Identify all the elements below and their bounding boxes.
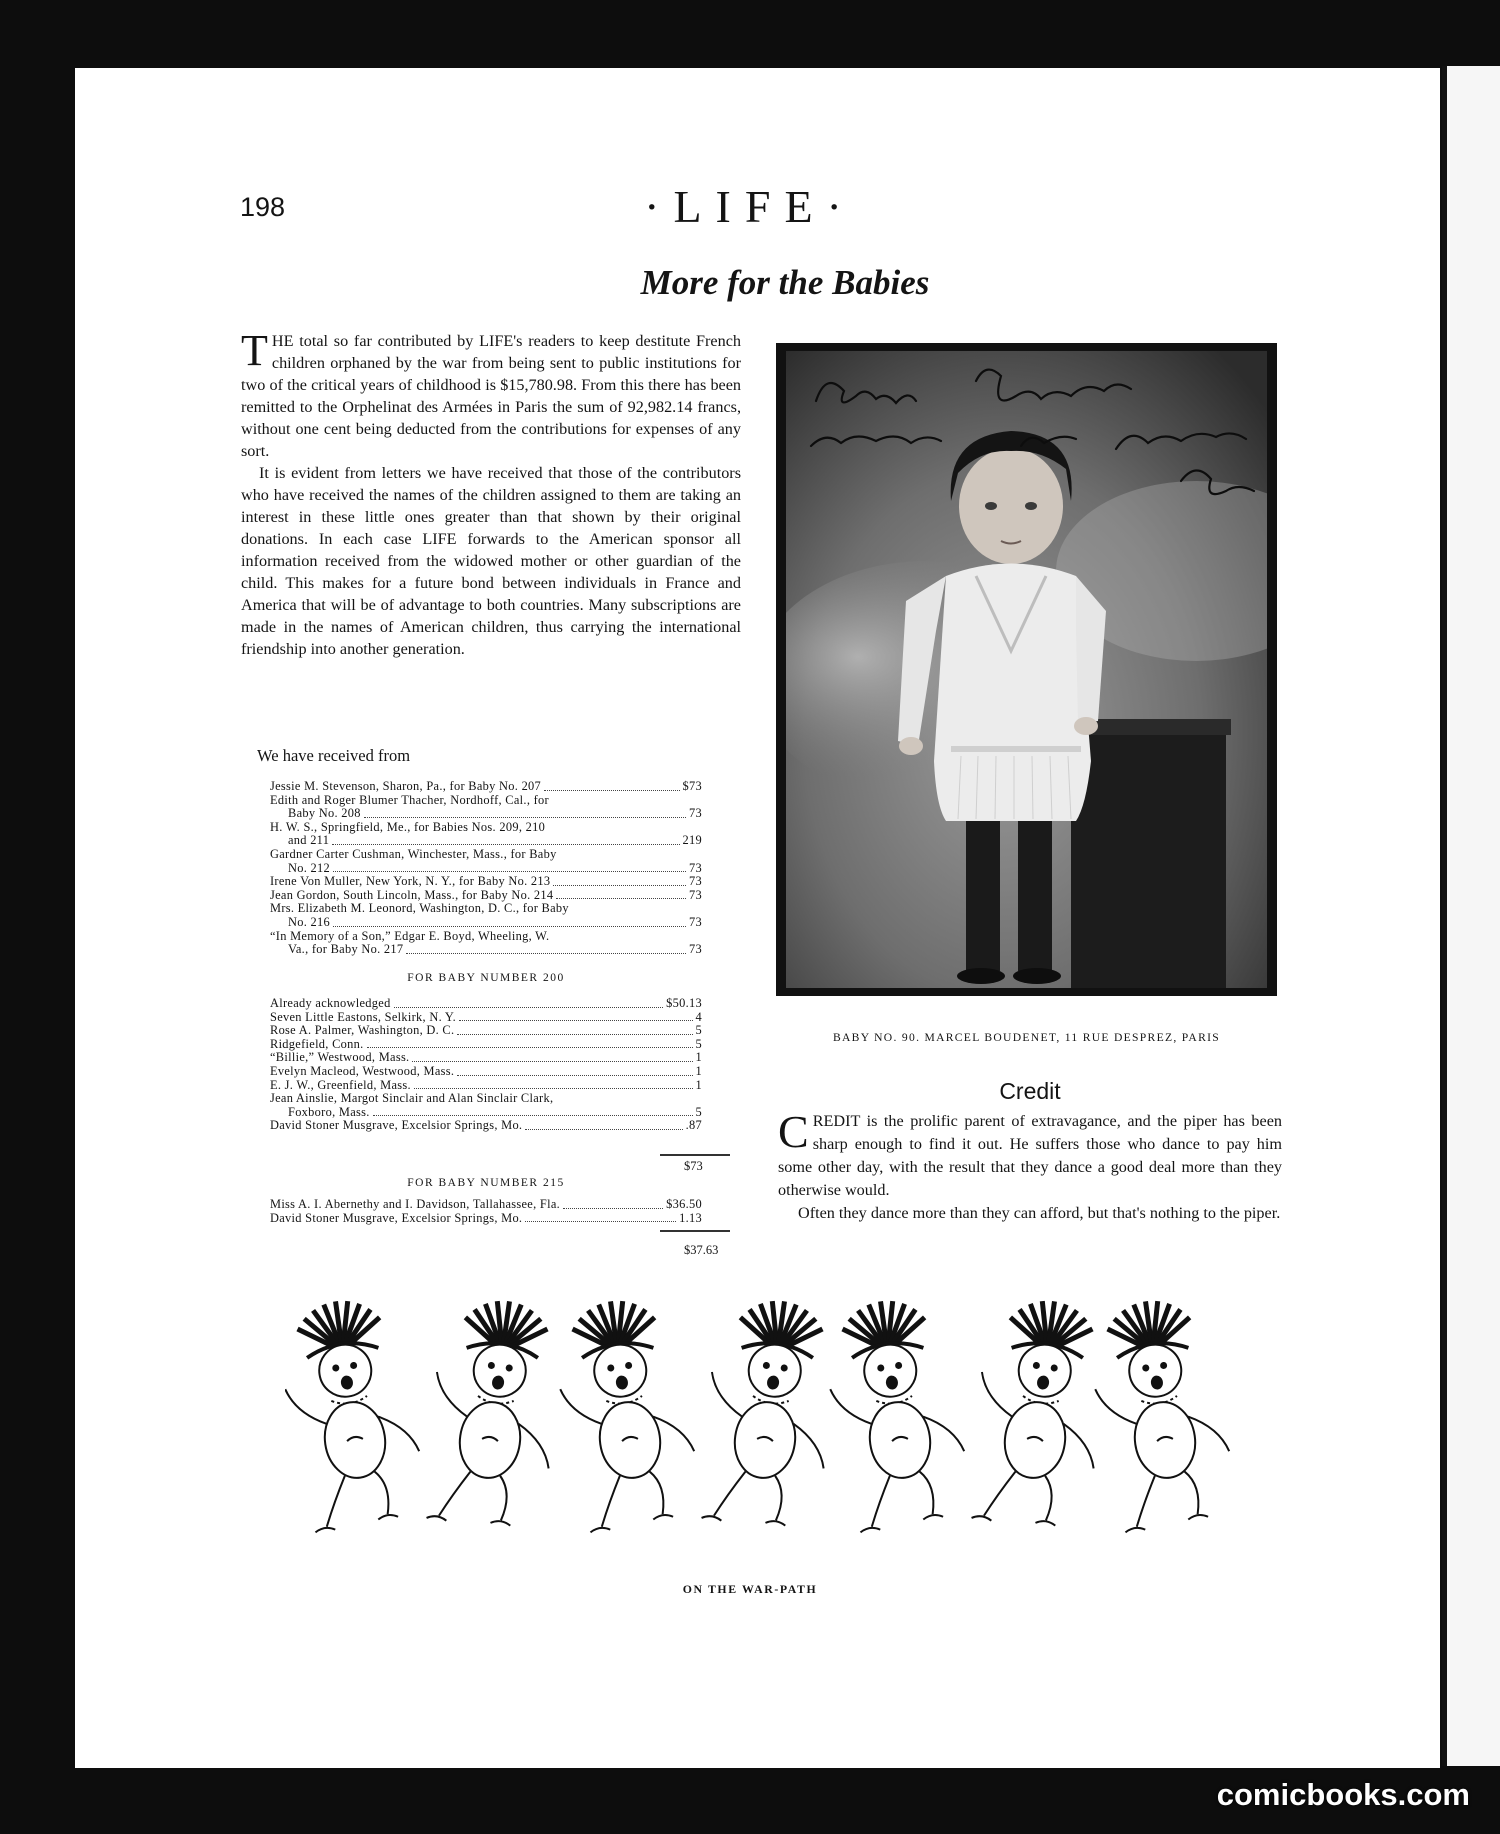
contribution-amount: $36.50	[666, 1197, 702, 1211]
received-from-label: We have received from	[257, 746, 411, 765]
list-item	[270, 997, 702, 1011]
sum-rule	[660, 1154, 730, 1156]
contributor-name: Edith and Roger Blumer Thacher, Nordhoff, Cal., for	[270, 792, 549, 807]
contributor-name: Irene Von Muller, New York, N. Y., for Baby No. 213	[270, 874, 551, 889]
list-item	[270, 794, 702, 808]
list-item	[270, 1106, 702, 1120]
list-item	[270, 821, 702, 835]
contributor-name: No. 216	[288, 914, 331, 929]
list-item	[270, 1011, 702, 1025]
contributor-name: “Billie,” Westwood, Mass.	[270, 1050, 410, 1065]
dot-leader	[544, 790, 679, 791]
list-item	[270, 834, 702, 848]
list-item	[270, 807, 702, 821]
photo-image	[786, 351, 1267, 988]
dot-leader	[333, 926, 686, 927]
contribution-amount: 4	[695, 1009, 702, 1024]
dot-leader	[332, 844, 679, 845]
list-item	[270, 1079, 702, 1093]
dot-leader	[525, 1221, 676, 1222]
contribution-amount: 1	[695, 1077, 702, 1092]
list-item	[270, 889, 702, 903]
contributor-name: Baby No. 208	[288, 806, 361, 821]
contributor-name: Seven Little Eastons, Selkirk, N. Y.	[270, 1009, 456, 1024]
child-portrait-illustration	[786, 351, 1267, 988]
credit-paragraph-2: Often they dance more than they can afford, but that's nothing to the piper.	[798, 1204, 1281, 1222]
contribution-amount: $50.13	[666, 996, 702, 1010]
drop-cap: T	[241, 326, 268, 375]
site-watermark: comicbooks.com	[1216, 1777, 1470, 1812]
contribution-amount: 1	[695, 1050, 702, 1065]
dot-leader	[412, 1061, 692, 1062]
portrait-photo	[776, 343, 1277, 996]
dot-leader	[525, 1129, 682, 1130]
list-item	[270, 1092, 702, 1106]
sum-rule	[660, 1230, 730, 1232]
dancing-baby-figure	[417, 1293, 571, 1534]
contribution-amount: 73	[689, 887, 702, 902]
masthead: ·LIFE·	[644, 181, 856, 232]
contribution-amount: $73	[682, 779, 702, 793]
baby-200-total: $73	[684, 1159, 703, 1173]
contributions-list	[270, 780, 702, 957]
list-item	[270, 902, 702, 916]
list-item	[270, 943, 702, 957]
article-paragraph-1: THE total so far contributed by LIFE's readers to keep destitute French children orphaned by the war from being sent to public institutions for two of the critical years of childhood is $15,780.98. From this there has been remitted to the Orphelinat des Armées in Paris the sum of 92,982.14 francs, without one cent being deducted from the contributions for expenses of any sort.	[241, 326, 741, 460]
article-body	[241, 326, 741, 660]
contribution-amount: 5	[695, 1104, 702, 1119]
contributor-name: Jean Gordon, South Lincoln, Mass., for Baby No. 214	[270, 887, 554, 902]
article-headline: More for the Babies	[640, 263, 930, 302]
contributor-name: Jessie M. Stevenson, Sharon, Pa., for Baby No. 207	[270, 779, 542, 793]
dot-leader	[364, 817, 686, 818]
dot-leader	[553, 885, 686, 886]
contributor-name: Gardner Carter Cushman, Winchester, Mass., for Baby	[270, 846, 557, 861]
contributor-name: Jean Ainslie, Margot Sinclair and Alan Sinclair Clark,	[270, 1091, 554, 1106]
dot-leader	[563, 1208, 663, 1209]
list-item	[270, 862, 702, 876]
contribution-amount: 73	[689, 874, 702, 889]
contribution-amount: 73	[689, 806, 702, 821]
baby-215-heading: FOR BABY NUMBER 215	[407, 1177, 565, 1189]
contributor-name: H. W. S., Springfield, Me., for Babies Nos. 209, 210	[270, 819, 546, 834]
list-item	[270, 1212, 702, 1226]
contribution-amount: .87	[685, 1118, 702, 1133]
illustration-caption: ON THE WAR-PATH	[682, 1582, 818, 1596]
dancing-baby-figure	[285, 1293, 428, 1534]
list-item	[270, 1065, 702, 1079]
contributor-name: David Stoner Musgrave, Excelsior Springs, Mo.	[270, 1210, 523, 1225]
page-number: 198	[240, 192, 286, 222]
contributor-name: “In Memory of a Son,” Edgar E. Boyd, Wheeling, W.	[270, 928, 550, 943]
contribution-amount: 5	[695, 1023, 702, 1038]
contribution-amount: 5	[695, 1036, 702, 1051]
contribution-amount: 1	[695, 1063, 702, 1078]
dot-leader	[457, 1075, 692, 1076]
dancing-baby-figure	[549, 1293, 703, 1534]
contributor-name: Ridgefield, Conn.	[270, 1036, 364, 1051]
dot-leader	[406, 953, 686, 954]
contributor-name: Rose A. Palmer, Washington, D. C.	[270, 1023, 455, 1038]
baby-200-heading: FOR BABY NUMBER 200	[407, 972, 565, 984]
credit-body	[778, 1106, 1282, 1225]
list-item	[270, 1038, 702, 1052]
contributor-name: Miss A. I. Abernethy and I. Davidson, Tallahassee, Fla.	[270, 1197, 561, 1211]
contribution-amount: 219	[682, 833, 702, 848]
contributor-name: E. J. W., Greenfield, Mass.	[270, 1077, 411, 1092]
dot-leader	[457, 1034, 692, 1035]
dot-leader	[394, 1007, 664, 1008]
contribution-amount: 73	[689, 942, 702, 957]
photo-caption: BABY NO. 90. MARCEL BOUDENET, 11 RUE DESPREZ, PARIS	[832, 1031, 1221, 1044]
contributor-name: Mrs. Elizabeth M. Leonord, Washington, D. C., for Baby	[270, 901, 569, 916]
dancing-baby-figure	[819, 1293, 973, 1534]
contributor-name: No. 212	[288, 860, 331, 875]
dot-leader	[367, 1047, 693, 1048]
list-item	[270, 916, 702, 930]
dancing-baby-figure	[1084, 1293, 1238, 1534]
drop-cap: C	[778, 1106, 809, 1157]
baby-200-list	[270, 997, 702, 1133]
baby-215-total: $37.63	[684, 1243, 719, 1257]
dancing-babies-drawing	[285, 1290, 1265, 1550]
dot-leader	[333, 871, 686, 872]
dancing-baby-figure	[962, 1293, 1116, 1534]
dot-leader	[373, 1115, 693, 1116]
baby-215-list	[270, 1198, 702, 1225]
dot-leader	[556, 898, 686, 899]
list-item	[270, 930, 702, 944]
contributor-name: David Stoner Musgrave, Excelsior Springs, Mo.	[270, 1118, 523, 1133]
article-paragraph-2: It is evident from letters we have received that those of the contributors who have received the names of the children assigned to them are taking an interest in these little ones greater than that shown by their original donations. In each case LIFE forwards to the American sponsor all information received from the widowed mother or other guardian of the child. This makes for a future bond between individuals in France and America that will be of advantage to both countries. Many subscriptions are made in the names of American children, thus carrying the international friendship into another generation.	[241, 464, 741, 658]
dot-leader	[414, 1088, 693, 1089]
adjacent-page-edge	[1442, 66, 1500, 1766]
contributor-name: Va., for Baby No. 217	[288, 942, 404, 957]
contributor-name: Evelyn Macleod, Westwood, Mass.	[270, 1063, 455, 1078]
contribution-amount: 73	[689, 860, 702, 875]
contributor-name: and 211	[288, 833, 330, 848]
list-item	[270, 1198, 702, 1212]
dot-leader	[459, 1020, 693, 1021]
list-item	[270, 875, 702, 889]
contribution-amount: 1.13	[679, 1210, 702, 1225]
list-item	[270, 1119, 702, 1133]
list-item	[270, 1024, 702, 1038]
dancing-baby-figure	[692, 1293, 846, 1534]
credit-paragraph-1: CREDIT is the prolific parent of extravagance, and the piper has been sharp enough to find it out. He suffers those who dance to pay him some other day, with the result that they dance a good deal more than they otherwise would.	[778, 1106, 1282, 1199]
list-item	[270, 848, 702, 862]
contribution-amount: 73	[689, 914, 702, 929]
list-item	[270, 1051, 702, 1065]
credit-title: Credit	[999, 1078, 1061, 1104]
list-item	[270, 780, 702, 794]
war-path-illustration	[285, 1290, 1265, 1550]
contributor-name: Foxboro, Mass.	[288, 1104, 370, 1119]
contributor-name: Already acknowledged	[270, 996, 391, 1010]
